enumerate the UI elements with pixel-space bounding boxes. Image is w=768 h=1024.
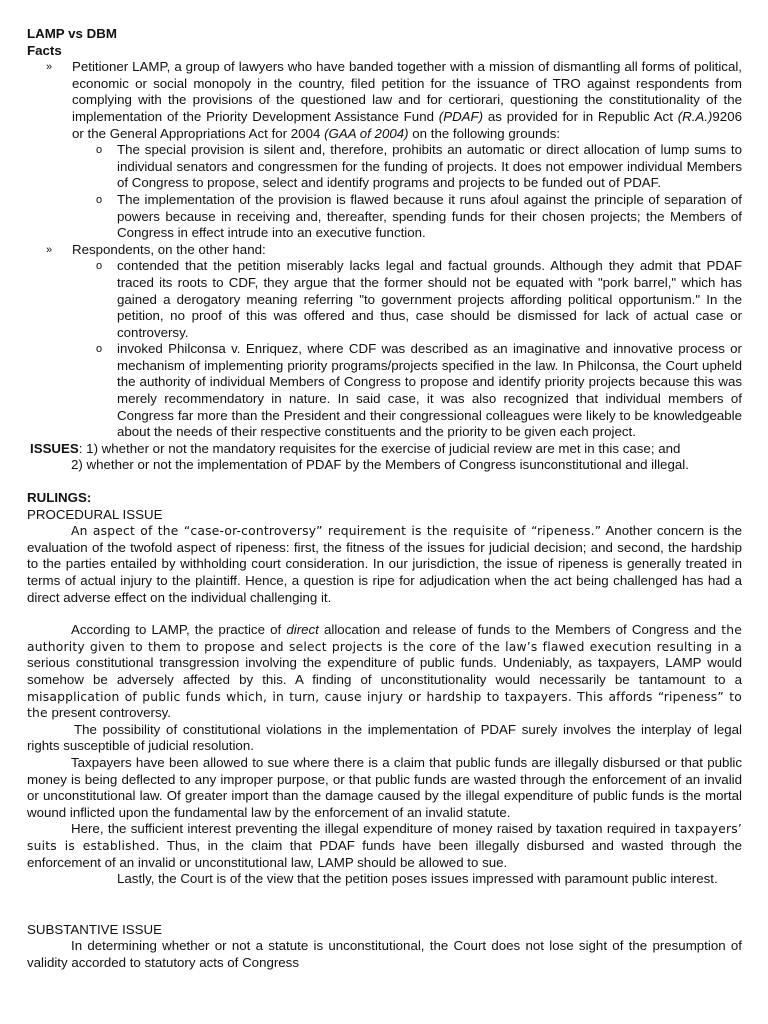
text-span: as provided for in Republic Act xyxy=(483,108,678,124)
text-span: on the following grounds: xyxy=(408,125,561,141)
facts-sub-item xyxy=(27,258,742,341)
text-italic: direct xyxy=(286,622,319,638)
paragraph-ripeness xyxy=(27,523,742,606)
text-span: invoked Philconsa v. Enriquez, where CDF was described as an imaginative and innovative process or mechanism of implementing priority programs/projects specified in the law. In Philconsa, the Court upheld the authority of individual Members of Congress to propose and identify priority projects because this was merely recommendatory in nature. In said case, it was also recognized that individual members of Congress far more than the President and their congressional colleagues were likely to be knowledgeable about the needs of their respective constituents and the priority to be given each project. xyxy=(117,341,742,440)
spacer xyxy=(27,474,742,490)
case-title: LAMP vs DBM xyxy=(27,26,117,41)
spacer xyxy=(27,606,742,622)
facts-heading: Facts xyxy=(27,42,62,58)
text-span: allocation and release of funds to the Members of Congress and xyxy=(318,622,722,638)
procedural-heading: PROCEDURAL ISSUE xyxy=(27,506,163,522)
paragraph-sufficient-interest xyxy=(27,821,742,871)
text-span: Thus, in the claim that PDAF funds have been illegally disbursed and wasted through the enforcement of an invalid or unconstitutional law, LAMP should be allowed to sue. xyxy=(27,837,742,870)
text-span: : 1) whether or not the mandatory requisites for the exercise of judicial review are met in this case; and xyxy=(78,440,681,456)
issues-line-1 xyxy=(30,441,742,458)
text-span: taxpayers’ suits is established. xyxy=(27,822,742,853)
paragraph-substantive: In determining whether or not a statute is unconstitutional, the Court does not lose sight of the presumption of validity accorded to statutory acts of Congress xyxy=(27,938,742,970)
text-italic: (GAA of 2004) xyxy=(324,125,409,141)
issues-line-2: 2) whether or not the implementation of PDAF by the Members of Congress isunconstitutional and illegal. xyxy=(71,457,689,473)
text-italic: (PDAF) xyxy=(438,108,484,124)
text-span: An aspect of the “case-or-controversy” requirement is the requisite of “ripeness.” xyxy=(71,524,602,539)
issues-label: ISSUES xyxy=(30,440,79,456)
facts-sub-item xyxy=(27,192,742,242)
text-span: contended that the petition miserably lacks legal and factual grounds. Although they admit that PDAF traced its roots to CDF, they argue that the former should not be equated with "pork barrel," which has gained a derogatory meaning referring "to government projects affording political opportunism." In the petition, no proof of this was offered and thus, case should be dismissed for lack of actual case or controversy. xyxy=(117,258,742,340)
text-span: Another concern is the evaluation of the twofold aspect of ripeness: first, the fitness of the issues for judicial decision; and second, the hardship to the parties entailed by withholding court consideration. In our jurisdiction, the issue of ripeness is generally treated in terms of actual injury to the plaintiff. Hence, a question is ripe for adjudication when the act being challenged has had a direct adverse effect on the individual challenging it. xyxy=(27,523,742,605)
text-span: present controversy. xyxy=(47,705,171,721)
text-span: Respondents, on the other hand: xyxy=(72,241,266,257)
text-italic: (R.A.) xyxy=(677,108,713,124)
facts-sub-item xyxy=(27,142,742,192)
substantive-heading: SUBSTANTIVE ISSUE xyxy=(27,921,162,937)
paragraph-lastly: Lastly, the Court is of the view that the petition poses issues impressed with paramount public interest. xyxy=(117,871,718,887)
facts-bullet-petitioner xyxy=(27,59,742,142)
text-span: According to LAMP, the practice of xyxy=(71,622,287,638)
text-span: Petitioner LAMP, a group of lawyers who have banded together with a mission of dismantling all forms of political, economic or social monopoly in the country, filed petition for the issuance of TRO against respondents from complying with the provisions of the questioned law and for certiorari, questioning the constitutionality of the implementation of the Priority Development Assistance Fund xyxy=(72,59,742,124)
rulings-heading: RULINGS: xyxy=(27,490,92,506)
paragraph-possibility: The possibility of constitutional violations in the implementation of PDAF surely involves the interplay of legal rights susceptible of judicial resolution. xyxy=(27,721,742,754)
text-span: 9206 or the General Appropriations Act for 2004 xyxy=(72,108,742,141)
text-span: misapplication of public funds which, in turn, cause injury or hardship to taxpayers. This affords “ripeness” to the xyxy=(27,689,742,721)
text-span: The implementation of the provision is flawed because it runs afoul against the principle of separation of powers because in receiving and, thereafter, spending funds for their chosen projects; the Members of Congress in effect intrude into an executive function. xyxy=(117,191,742,241)
facts-sub-item xyxy=(27,341,742,441)
circle-bullet-icon: o xyxy=(96,193,103,206)
arrow-bullet-icon: » xyxy=(46,61,51,74)
text-span: serious constitutional transgression involving the expenditure of public funds. Undeniably, as taxpayers, LAMP would somehow be adversely affected by this. A finding of unconstitutionality would necessarily be tantamount to a xyxy=(27,655,742,687)
facts-bullet-respondents xyxy=(27,242,742,259)
circle-bullet-icon: o xyxy=(96,144,103,157)
spacer xyxy=(27,888,742,922)
circle-bullet-icon: o xyxy=(96,260,103,273)
text-span: Here, the sufficient interest preventing the illegal expenditure of money raised by taxation required in xyxy=(71,821,675,837)
arrow-bullet-icon: » xyxy=(46,243,51,256)
circle-bullet-icon: o xyxy=(96,343,103,356)
paragraph-taxpayers: Taxpayers have been allowed to sue where there is a claim that public funds are illegally disbursed or that public money is being deflected to any improper purpose, or that public funds are wasted through the enforcement of an invalid or unconstitutional law. Of greater import than the damage caused by the illegal expenditure of public funds is the mortal wound inflicted upon the fundamental law by the enforcement of an invalid statute. xyxy=(27,754,742,820)
text-span: The special provision is silent and, therefore, prohibits an automatic or direct allocation of lump sums to individual senators and congressmen for the funding of projects. It does not empower individual Members of Congress to propose, select and identify programs and projects to be funded out of PDAF. xyxy=(117,142,742,191)
paragraph-lamp xyxy=(27,622,742,722)
text-span: the authority given to them to propose and select projects is the core of the law’s flawed execution resulting in a xyxy=(27,623,742,654)
